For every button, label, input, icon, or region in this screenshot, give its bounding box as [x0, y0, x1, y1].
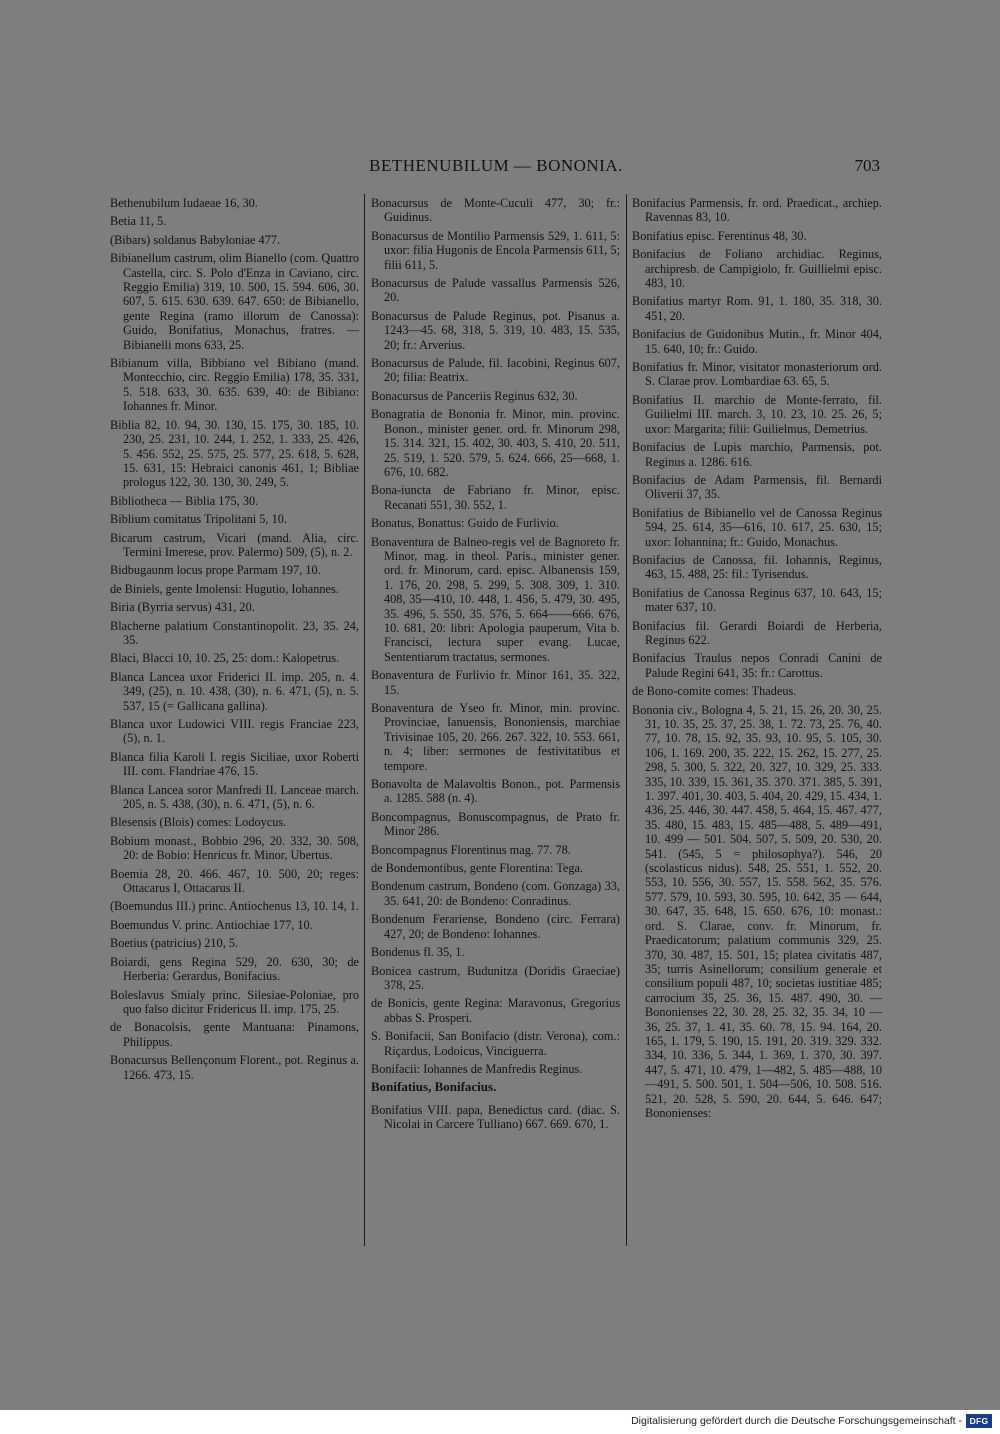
index-entry: Bonifatius fr. Minor, visitator monasteriorum ord. S. Clarae prov. Lombardiae 63. 65, 5.	[632, 360, 882, 389]
index-entry: de Bonacolsis, gente Mantuana: Pinamons, Philippus.	[110, 1020, 359, 1049]
index-entry: Bonifacii: Iohannes de Manfredis Reginus.	[371, 1061, 583, 1076]
index-entry: Bonacursus Bellençonum Florent., pot. Reginus a. 1266. 473, 15.	[110, 1053, 359, 1082]
index-entry: Bicarum castrum, Vicari (mand. Alia, circ. Termini Imerese, prov. Palermo) 509, (5), n. 2.	[110, 530, 359, 559]
index-entry: Bonifacius de Guidonibus Mutin., fr. Minor 404, 15. 640, 10; fr.: Guido.	[632, 327, 882, 356]
index-entry: Boncompagnus, Bonuscompagnus, de Prato fr. Minor 286.	[371, 809, 620, 839]
funding-note: Digitalisierung gefördert durch die Deutsche Forschungsgemeinschaft -	[631, 1415, 962, 1427]
index-entry: Bonaventura de Yseo fr. Minor, min. provinc. Provinciae, Ianuensis, Bononiensis, marchiae Trivisinae 105, 20. 266. 267. 322, 10. 553. 661, n. 4; liber: sermones de festivitatibus et tempore.	[371, 701, 620, 773]
index-entry: Bononia civ., Bologna 4, 5. 21, 15. 26, 20. 30, 25. 31, 10. 35, 25. 37, 25. 38, 1. 72. 73, 25. 76, 40. 77, 10. 78, 15. 92, 35. 93, 10. 95, 5. 105, 30. 106, 1. 169. 200, 35. 222, 15. 262, 15. 277, 25. 298, 5. 300, 5. 322, 20. 327, 10. 329, 25. 333. 335, 10. 339, 15. 361, 35. 370. 371. 385, 5. 391, 1. 397. 401, 30. 403, 5. 404, 20. 429, 15. 434, 1. 436, 25. 446, 30. 447. 458, 5. 464, 15. 467. 477, 35. 480, 15. 483, 15. 485—488, 5. 489—491, 10. 499 — 501. 504. 507, 5. 509, 20. 530, 20. 541. (545, 5 = philosophya?). 546, 20 (scolasticus nidus). 548, 25. 551, 1. 552, 20. 553, 10. 556, 30. 557, 15. 558. 562, 35. 576. 577. 579, 10. 593, 30. 595, 10. 642, 35 — 644, 30. 647, 35. 648, 15. 650. 676, 10: monast.: ord. S. Clarae, conv. fr. Minorum, fr. Praedicatorum; palatium communis 329, 25. 370, 30. 487, 15. 501, 15; platea civitatis 487, 35; turris Asinellorum; consilium generale et consilium populi 487, 10; societas iustitiae 485; carrocium 35, 25. 36, 15. 487. 490, 30. — Bononienses 22, 30. 28, 25. 32, 35. 34, 10 — 36, 25. 37, 1. 41, 35. 60. 78, 15. 94. 164, 20. 165, 1. 179, 5. 190, 15. 191, 20. 319. 329. 332. 334, 10. 336, 5. 344, 1. 369, 1. 370, 30. 397. 447, 5. 471, 10. 479, 1—482, 5. 485—488, 10—491, 5. 500. 501, 1. 504—506, 10. 508. 516. 521, 20. 528, 5. 590, 20. 644, 5. 646. 647; Bononienses:	[632, 702, 882, 1120]
index-entry: Boleslavus Smialy princ. Silesiae-Poloniae, pro quo falso dicitur Fridericus II. imp. 175, 25.	[110, 987, 359, 1016]
index-entry: Bonatus, Bonattus: Guido de Furlivio.	[371, 516, 559, 531]
index-entry: Boncompagnus Florentinus mag. 77. 78.	[371, 842, 571, 857]
index-entry: Bonifatius martyr Rom. 91, 1. 180, 35. 318, 30. 451, 20.	[632, 294, 882, 323]
index-entry: Blanca Lancea soror Manfredi II. Lanceae march. 205, n. 5. 438, (30), n. 6. 471, (5), n. 6.	[110, 782, 359, 812]
index-entry: Bidbugaunm locus prope Parmam 197, 10.	[110, 563, 321, 578]
index-entry: Bonifatius II. marchio de Monte-ferrato, fil. Guilielmi III. march. 3, 10. 23, 10. 25. 26, 5; uxor: Margarita; filii: Guilielmus, Demetrius.	[632, 392, 882, 436]
index-entry: Bibianellum castrum, olim Bianello (com. Quattro Castella, circ. S. Polo d'Enza in Caviano, circ. Reggio Emilia) 319, 10. 500, 15. 594. 606, 30. 607, 5. 615. 630. 639. 647. 650: de Bibianello, gente Regina (ramo illorum de Canossa): Guido, Bonifatius, Monachus, fratres. — Bibianelli mons 633, 25.	[110, 251, 359, 352]
index-entry: Bonavolta de Malavoltis Bonon., pot. Parmensis a. 1285. 588 (n. 4).	[371, 777, 620, 806]
index-entry: Bonagratia de Bononia fr. Minor, min. provinc. Bonon., minister gener. ord. fr. Minorum 298, 15. 314. 321, 15. 402, 30. 403, 5. 410, 20. 511, 25. 519, 1. 520. 579, 5. 624. 666, 25—668, 1. 676, 10. 682.	[371, 407, 620, 479]
index-entry: Bondenum Ferariense, Bondeno (circ. Ferrara) 427, 20; de Bondeno: Iohannes.	[371, 912, 620, 941]
index-entry: Blacherne palatium Constantinopolit. 23, 35. 24, 35.	[110, 618, 359, 647]
index-entry: Bonifatius episc. Ferentinus 48, 30.	[632, 228, 807, 243]
index-entry: de Bondemontibus, gente Florentina: Tega.	[371, 861, 584, 876]
index-entry: Boiardi, gens Regina 529, 20. 630, 30; de Herberia: Gerardus, Bonifacius.	[110, 954, 359, 984]
index-entry: Blaci, Blacci 10, 10. 25, 25: dom.: Kalopetrus.	[110, 651, 340, 666]
index-column-1	[110, 196, 359, 1086]
index-entry: (Bibars) soldanus Babyloniae 477.	[110, 232, 281, 247]
index-entry: de Biniels, gente Imolensi: Hugutio, Iohannes.	[110, 581, 339, 596]
index-entry: Bonifacius de Canossa, fil. Iohannis, Reginus, 463, 15. 488, 25: fil.: Tyrisendus.	[632, 552, 882, 582]
page-header	[112, 156, 880, 180]
index-entry: de Bonicis, gente Regina: Maravonus, Gregorius abbas S. Prosperi.	[371, 996, 620, 1025]
index-entry: Bonifacius de Adam Parmensis, fil. Bernardi Oliverii 37, 35.	[632, 472, 882, 502]
index-entry: Bonacursus de Palude vassallus Parmensis 526, 20.	[371, 276, 620, 305]
index-entry: Bobium monast., Bobbio 296, 20. 332, 30. 508, 20: de Bobio: Henricus fr. Minor, Ubertus.	[110, 833, 359, 863]
index-entry: Bondenum castrum, Bondeno (com. Gonzaga) 33, 35. 641, 20: de Bondeno: Conradinus.	[371, 879, 620, 908]
index-entry: Blanca uxor Ludowici VIII. regis Franciae 223, (5), n. 1.	[110, 717, 359, 746]
index-entry: Bona-iuncta de Fabriano fr. Minor, episc. Recanati 551, 30. 552, 1.	[371, 483, 620, 512]
index-entry: Bonifacius Parmensis, fr. ord. Praedicat., archiep. Ravennas 83, 10.	[632, 196, 882, 225]
index-entry: Blesensis (Blois) comes: Lodoycus.	[110, 815, 287, 830]
index-entry: Biria (Byrria servus) 431, 20.	[110, 600, 255, 615]
index-entry: Boemundus V. princ. Antiochiae 177, 10.	[110, 917, 313, 932]
index-entry: de Bono-comite comes: Thadeus.	[632, 684, 797, 699]
index-entry: Bonifacius Traulus nepos Conradi Canini de Palude Regini 641, 35: fr.: Carottus.	[632, 651, 882, 680]
index-entry: Bonacursus de Palude Reginus, pot. Pisanus a. 1243—45. 68, 318, 5. 319, 10. 483, 15. 535, 20; fr.: Arverius.	[371, 308, 620, 352]
index-entry: (Boemundus III.) princ. Antiochenus 13, 10. 14, 1.	[110, 899, 359, 914]
index-entry: Blanca Lancea uxor Friderici II. imp. 205, n. 4. 349, (25), n. 10. 438, (30), n. 6. 471, (5), n. 5. 537, 15 (= Gallicana gallina).	[110, 669, 359, 713]
index-entry: Bonaventura de Furlivio fr. Minor 161, 35. 322, 15.	[371, 668, 620, 697]
running-title: BETHENUBILUM — BONONIA.	[369, 156, 623, 175]
index-entry: Bonicea castrum, Budunitza (Doridis Graeciae) 378, 25.	[371, 963, 620, 992]
dfg-logo: DFG	[966, 1414, 992, 1428]
index-column-2	[371, 196, 620, 1136]
index-column-3	[632, 196, 882, 1124]
index-entry: Boetius (patricius) 210, 5.	[110, 936, 239, 951]
index-entry: Bonifatius de Bibianello vel de Canossa Reginus 594, 25. 614, 35—616, 10. 617, 25. 630, 15; uxor: Iohannina; fr.: Guido, Monachus.	[632, 505, 882, 549]
index-entry: Bibliotheca — Biblia 175, 30.	[110, 493, 259, 508]
index-entry: Bonifacius fil. Gerardi Boiardi de Herberia, Reginus 622.	[632, 618, 882, 647]
index-entry: Biblium comitatus Tripolitani 5, 10.	[110, 512, 287, 527]
index-entry: Boemia 28, 20. 466. 467, 10. 500, 20; reges: Ottacarus I, Ottacarus II.	[110, 866, 359, 896]
index-subheading: Bonifatius, Bonifacius.	[371, 1079, 497, 1095]
index-entry: Bethenubilum Iudaeae 16, 30.	[110, 196, 258, 210]
index-entry: Bonacursus de Montilio Parmensis 529, 1. 611, 5: uxor: filia Hugonis de Encola Parmensis 611, 5; filii 611, 5.	[371, 228, 620, 272]
index-entry: Bonifatius VIII. papa, Benedictus card. (diac. S. Nicolai in Carcere Tulliano) 667. 669. 670, 1.	[371, 1102, 620, 1132]
index-entry: Betia 11, 5.	[110, 214, 167, 229]
index-entry: S. Bonifacii, San Bonifacio (distr. Verona), com.: Riçardus, Lodoicus, Vinciguerra.	[371, 1029, 620, 1058]
index-entry: Bondenus fl. 35, 1.	[371, 945, 465, 960]
index-entry: Bibianum villa, Bibbiano vel Bibiano (mand. Montecchio, circ. Reggio Emilia) 178, 35. 331, 5. 518. 633, 30. 635. 639, 40: de Bibiano: Iohannes fr. Minor.	[110, 356, 359, 414]
index-entry: Bonifacius de Foliano archidiac. Reginus, archipresb. de Campigiolo, fr. Guillielmi episc. 483, 10.	[632, 247, 882, 291]
index-entry: Bonifatius de Canossa Reginus 637, 10. 643, 15; mater 637, 10.	[632, 585, 882, 615]
footer-bar	[0, 1410, 1000, 1434]
index-entry: Bonacursus de Panceriis Reginus 632, 30.	[371, 388, 578, 403]
index-entry: Blanca filia Karoli I. regis Siciliae, uxor Roberti III. com. Flandriae 476, 15.	[110, 749, 359, 779]
index-entry: Bonaventura de Balneo-regis vel de Bagnoreto fr. Minor, mag. in theol. Paris., minister gener. ord. fr. Minorum, card. episc. Albanensis 159, 1. 176, 20. 298, 5. 299, 5. 308. 309, 1. 310. 408, 35—410, 10. 448, 1. 456, 5. 479, 30. 495, 35. 496, 5. 550, 35. 576, 5. 664——666. 676, 10. 681, 20: libri: Apologia pauperum, Vita b. Francisci, lectura super evang. Lucae, Sententiarum tractatus, sermones.	[371, 534, 620, 664]
column-divider	[364, 194, 365, 1246]
page-number: 703	[854, 156, 880, 175]
index-entry: Bonacursus de Palude, fil. Iacobini, Reginus 607, 20; filia: Beatrix.	[371, 356, 620, 385]
index-entry: Bonifacius de Lupis marchio, Parmensis, pot. Reginus a. 1286. 616.	[632, 440, 882, 469]
index-entry: Bonacursus de Monte-Cuculi 477, 30; fr.: Guidinus.	[371, 196, 620, 225]
index-entry: Biblia 82, 10. 94, 30. 130, 15. 175, 30. 185, 10. 230, 25. 231, 10. 244, 1. 252, 1. 333, 25. 426, 5. 456. 552, 25. 575, 25. 577, 25. 618, 5. 628, 15. 631, 15: Hebraici canonis 461, 1; Bibliae prologus 122, 30. 130, 30. 249, 5.	[110, 417, 359, 490]
column-divider	[626, 194, 627, 1246]
